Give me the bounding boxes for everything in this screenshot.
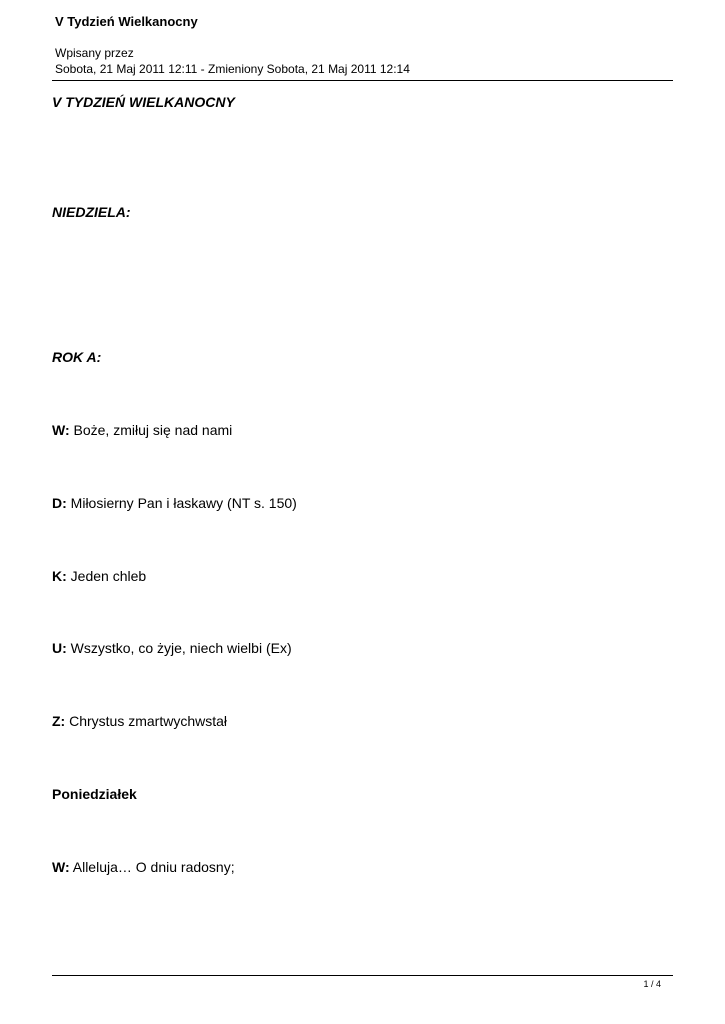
- header-divider: [52, 80, 673, 81]
- entry-label: W:: [52, 422, 70, 438]
- entry-w: [52, 422, 232, 438]
- entry-text: Wszystko, co żyje, niech wielbi (Ex): [66, 640, 292, 656]
- sunday-heading: NIEDZIELA:: [52, 204, 131, 220]
- footer-divider: [52, 975, 673, 976]
- entry-text: Jeden chleb: [66, 568, 147, 584]
- entry-u: [52, 640, 292, 656]
- document-title: V Tydzień Wielkanocny: [55, 14, 198, 29]
- author-line: Wpisany przez: [55, 46, 134, 60]
- dates-line: Sobota, 21 Maj 2011 12:11 - Zmieniony Sobota, 21 Maj 2011 12:14: [55, 62, 410, 76]
- entry-text: Chrystus zmartwychwstał: [65, 713, 228, 729]
- entry-label: U:: [52, 640, 67, 656]
- entry-d: [52, 495, 297, 511]
- page-number: 1 / 4: [643, 979, 661, 989]
- entry-label: W:: [52, 859, 70, 875]
- entry-text: Boże, zmiłuj się nad nami: [69, 422, 233, 438]
- entry-text: Miłosierny Pan i łaskawy (NT s. 150): [66, 495, 297, 511]
- main-heading: V TYDZIEŃ WIELKANOCNY: [52, 94, 235, 110]
- entry-k: [52, 568, 146, 584]
- entry-label: Z:: [52, 713, 66, 729]
- entry-z: [52, 713, 227, 729]
- year-heading: ROK A:: [52, 349, 102, 365]
- entry-label: D:: [52, 495, 67, 511]
- monday-heading: Poniedziałek: [52, 786, 137, 802]
- monday-entry-w: [52, 859, 235, 875]
- entry-text: Alleluja… O dniu radosny;: [69, 859, 235, 875]
- entry-label: K:: [52, 568, 67, 584]
